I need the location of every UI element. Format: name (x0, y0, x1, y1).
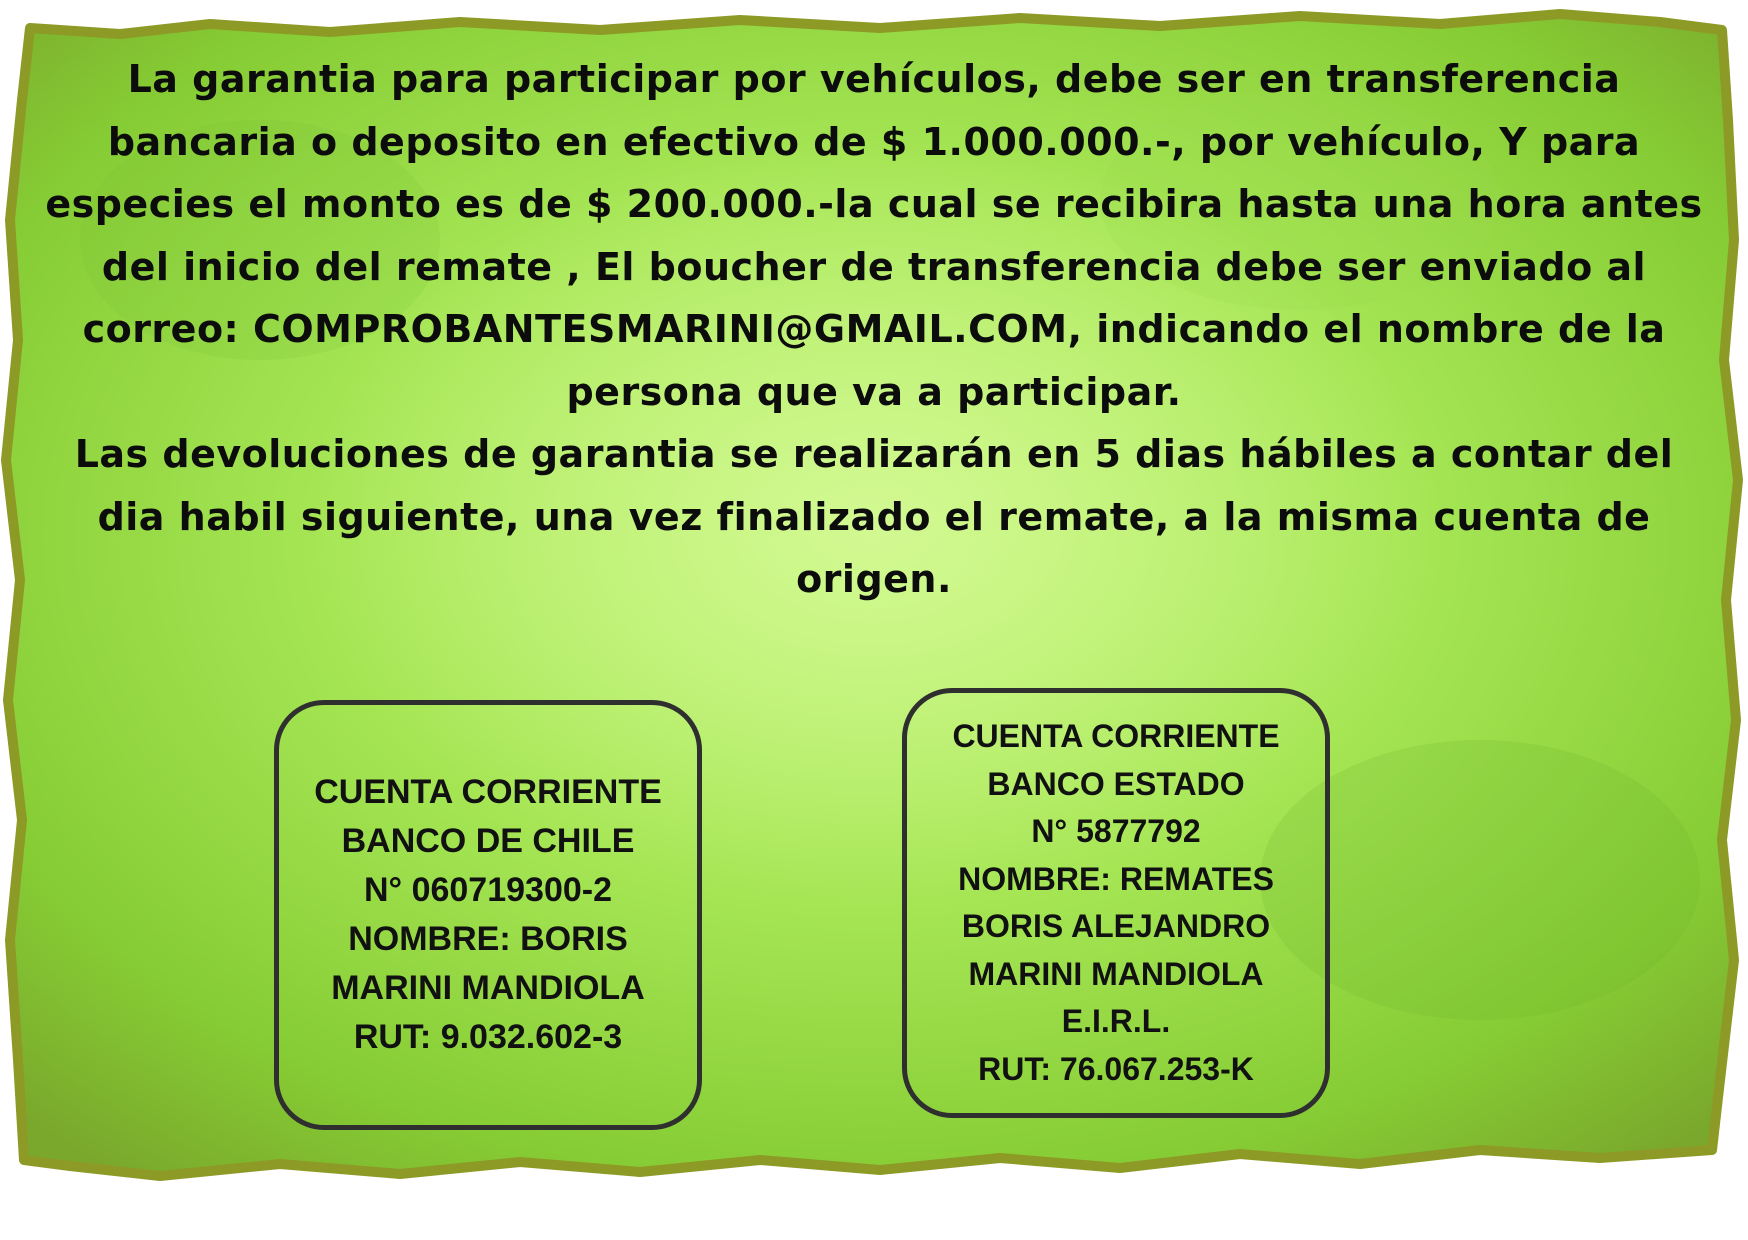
account-line: NOMBRE: BORIS (348, 920, 628, 958)
account-line: E.I.R.L. (1061, 1003, 1171, 1039)
account-box-banco-de-chile (274, 700, 702, 1130)
account-line: N° 060719300-2 (363, 871, 612, 909)
account-line: N° 5877792 (1031, 813, 1201, 849)
account-line: CUENTA CORRIENTE (952, 718, 1280, 754)
guarantee-notice (40, 48, 1708, 611)
account-line: NOMBRE: REMATES (958, 860, 1274, 897)
account-line: MARINI MANDIOLA (331, 969, 645, 1007)
account-line: RUT: 76.067.253-K (978, 1050, 1254, 1087)
account-line: BANCO ESTADO (987, 765, 1245, 802)
notice-paragraph-guarantee: La garantia para participar por vehículos, debe ser en transferencia bancaria o deposito en efectivo de $ 1.000.000.-, por vehículo, Y para especies el monto es de $ 200.000.-la cual se recibira hasta una hora antes del inicio del remate , El boucher de transferencia debe ser enviado al correo: COMPROBANTESMARINI@GMAIL.COM, indicando el nombre de la persona que va a participar. (45, 57, 1703, 414)
account-line: RUT: 9.032.602-3 (353, 1018, 623, 1056)
account-line: MARINI MANDIOLA (968, 955, 1264, 992)
account-line: CUENTA CORRIENTE (314, 773, 662, 811)
account-line: BORIS ALEJANDRO (961, 908, 1271, 944)
notice-paragraph-refunds: Las devoluciones de garantia se realizarán en 5 dias hábiles a contar del dia habil siguiente, una vez finalizado el remate, a la misma cuenta de origen. (74, 432, 1674, 601)
account-box-banco-estado (902, 688, 1330, 1118)
account-line: BANCO DE CHILE (341, 822, 635, 860)
